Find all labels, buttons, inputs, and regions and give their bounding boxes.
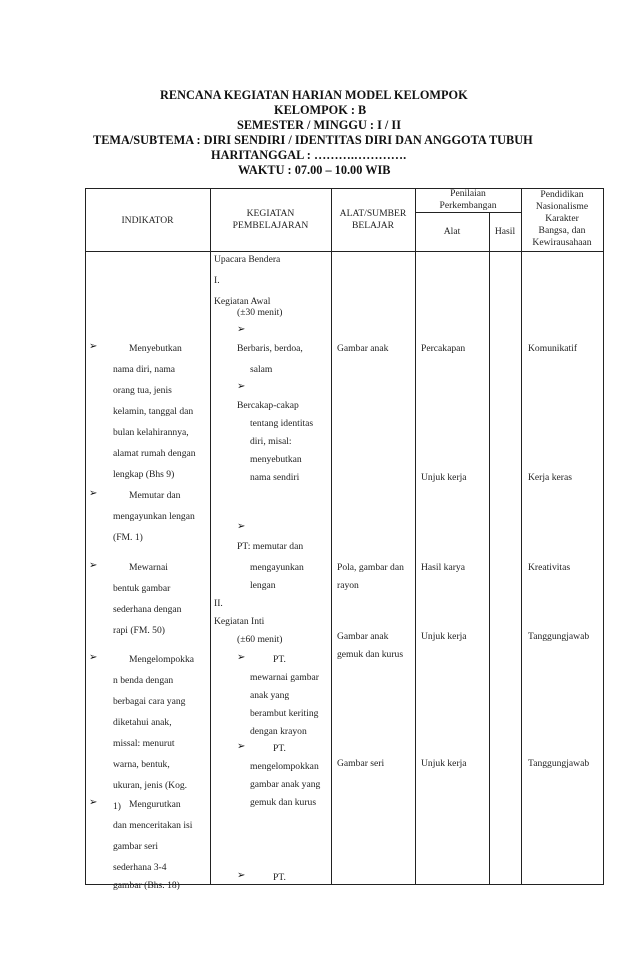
kegiatan-line: mengelompokkan bbox=[250, 761, 319, 772]
pendidikan-karakter-line: Tanggungjawab bbox=[528, 631, 590, 642]
kegiatan-line: PT. bbox=[273, 743, 286, 754]
header-penilaian-line: Perkembangan bbox=[439, 200, 497, 211]
penilaian-alat-line: Unjuk kerja bbox=[421, 472, 467, 483]
alat-sumber-line: Gambar anak bbox=[337, 631, 389, 642]
semester-line: SEMESTER / MINGGU : I / II bbox=[237, 118, 401, 132]
penilaian-alat-line: Unjuk kerja bbox=[421, 631, 467, 642]
alat-sumber-line: gemuk dan kurus bbox=[337, 649, 404, 660]
alat-sumber-line: rayon bbox=[337, 580, 359, 591]
kegiatan-line: berambut keriting bbox=[250, 708, 319, 719]
pendidikan-karakter-line: Komunikatif bbox=[528, 343, 578, 354]
kegiatan-line: lengan bbox=[250, 580, 276, 591]
bullet-arrow-icon: ➢ bbox=[237, 870, 246, 881]
indikator-line: berbagai cara yang bbox=[113, 696, 186, 707]
kegiatan-line: (±60 menit) bbox=[237, 634, 283, 645]
document-title: RENCANA KEGIATAN HARIAN MODEL KELOMPOK bbox=[160, 88, 468, 102]
indikator-line: sederhana 3-4 bbox=[113, 862, 167, 873]
header-kegiatan-line: KEGIATAN bbox=[246, 208, 295, 219]
indikator-line: n benda dengan bbox=[113, 675, 174, 686]
kegiatan-line: menyebutkan bbox=[250, 454, 302, 465]
kegiatan-line: Berbaris, berdoa, bbox=[237, 343, 303, 354]
table-border-right bbox=[603, 188, 604, 885]
header-bottom-border bbox=[85, 251, 604, 252]
indikator-line: gambar seri bbox=[113, 841, 159, 852]
table-border-left bbox=[85, 188, 86, 885]
kegiatan-line: tentang identitas bbox=[250, 418, 314, 429]
alat-sumber-line: Gambar seri bbox=[337, 758, 385, 769]
header-hasil: Hasil bbox=[494, 226, 516, 237]
pendidikan-karakter-line: Kreativitas bbox=[528, 562, 571, 573]
kegiatan-line: nama sendiri bbox=[250, 472, 300, 483]
kegiatan-line: (±30 menit) bbox=[237, 307, 283, 318]
header-indikator: INDIKATOR bbox=[121, 215, 174, 226]
header-pendidikan-line: Pendidikan bbox=[540, 189, 584, 200]
indikator-line: Mengelompokka bbox=[129, 654, 195, 665]
kegiatan-line: diri, misal: bbox=[250, 436, 292, 447]
indikator-line: ukuran, jenis (Kog. bbox=[113, 780, 188, 791]
waktu-line: WAKTU : 07.00 – 10.00 WIB bbox=[238, 163, 391, 177]
indikator-line: sederhana dengan bbox=[113, 604, 182, 615]
bullet-arrow-icon: ➢ bbox=[89, 488, 98, 499]
indikator-line: Menyebutkan bbox=[129, 343, 182, 354]
indikator-line: gambar (Bhs. 18) bbox=[113, 880, 180, 891]
kelompok-line: KELOMPOK : B bbox=[274, 103, 367, 117]
kegiatan-line: PT. bbox=[273, 872, 286, 883]
indikator-line: lengkap (Bhs 9) bbox=[113, 469, 175, 480]
kegiatan-line: Kegiatan Awal bbox=[214, 296, 271, 307]
header-alat-sumber-line: BELAJAR bbox=[351, 220, 395, 231]
kegiatan-line: Upacara Bendera bbox=[214, 254, 281, 265]
penilaian-alat-line: Unjuk kerja bbox=[421, 758, 467, 769]
header-penilaian-line: Penilaian bbox=[450, 188, 486, 199]
indikator-line: diketahui anak, bbox=[113, 717, 172, 728]
indikator-line: (FM. 1) bbox=[113, 532, 143, 543]
penilaian-sub-divider bbox=[415, 212, 521, 213]
indikator-line: 1) bbox=[113, 801, 121, 812]
kegiatan-line: PT. bbox=[273, 654, 286, 665]
tema-line: TEMA/SUBTEMA : DIRI SENDIRI / IDENTITAS DIRI DAN ANGGOTA TUBUH bbox=[93, 133, 533, 147]
col-divider-5 bbox=[521, 188, 522, 885]
kegiatan-line: salam bbox=[250, 364, 273, 375]
bullet-arrow-icon: ➢ bbox=[89, 560, 98, 571]
bullet-arrow-icon: ➢ bbox=[237, 521, 246, 532]
indikator-line: Mengurutkan bbox=[129, 799, 181, 810]
indikator-line: warna, bentuk, bbox=[113, 759, 170, 770]
pendidikan-karakter-line: Tanggungjawab bbox=[528, 758, 590, 769]
kegiatan-line: dengan krayon bbox=[250, 726, 307, 737]
col-divider-1 bbox=[210, 188, 211, 885]
haritanggal-line: HARITANGGAL : ……….…………. bbox=[211, 148, 407, 162]
bullet-arrow-icon: ➢ bbox=[237, 741, 246, 752]
penilaian-alat-line: Percakapan bbox=[421, 343, 466, 354]
header-alat: Alat bbox=[443, 226, 461, 237]
kegiatan-line: Bercakap-cakap bbox=[237, 400, 299, 411]
header-kegiatan bbox=[210, 208, 331, 232]
col-divider-2 bbox=[331, 188, 332, 885]
indikator-line: orang tua, jenis bbox=[113, 385, 172, 396]
header-pendidikan-karakter bbox=[521, 189, 603, 249]
header-pendidikan-line: Bangsa, dan bbox=[538, 225, 586, 236]
indikator-line: nama diri, nama bbox=[113, 364, 176, 375]
bullet-arrow-icon: ➢ bbox=[89, 797, 98, 808]
indikator-line: mengayunkan lengan bbox=[113, 511, 195, 522]
header-pendidikan-line: Nasionalisme bbox=[535, 201, 589, 212]
indikator-line: dan menceritakan isi bbox=[113, 820, 193, 831]
indikator-line: Mewarnai bbox=[129, 562, 168, 573]
col-divider-4 bbox=[489, 212, 490, 885]
indikator-line: missal: menurut bbox=[113, 738, 175, 749]
kegiatan-line: mewarnai gambar bbox=[250, 672, 319, 683]
kegiatan-line: PT: memutar dan bbox=[237, 541, 304, 552]
bullet-arrow-icon: ➢ bbox=[89, 652, 98, 663]
rkh-table bbox=[85, 188, 604, 891]
penilaian-alat-line: Hasil karya bbox=[421, 562, 465, 573]
bullet-arrow-icon: ➢ bbox=[237, 652, 246, 663]
header-penilaian bbox=[415, 188, 521, 212]
kegiatan-line: II. bbox=[214, 598, 223, 609]
indikator-line: rapi (FM. 50) bbox=[113, 625, 165, 636]
alat-sumber-line: Gambar anak bbox=[337, 343, 389, 354]
alat-sumber-line: Pola, gambar dan bbox=[337, 562, 404, 573]
bullet-arrow-icon: ➢ bbox=[237, 381, 246, 392]
header-kegiatan-line: PEMBELAJARAN bbox=[232, 220, 309, 231]
indikator-line: bentuk gambar bbox=[113, 583, 171, 594]
pendidikan-karakter-line: Kerja keras bbox=[528, 472, 572, 483]
col-divider-3 bbox=[415, 188, 416, 885]
header-pendidikan-line: Kewirausahaan bbox=[532, 237, 592, 248]
kegiatan-line: gambar anak yang bbox=[250, 779, 321, 790]
indikator-line: bulan kelahirannya, bbox=[113, 427, 189, 438]
kegiatan-line: Kegiatan Inti bbox=[214, 616, 265, 627]
bullet-arrow-icon: ➢ bbox=[237, 324, 246, 335]
indikator-line: kelamin, tanggal dan bbox=[113, 406, 194, 417]
kegiatan-line: mengayunkan bbox=[250, 562, 304, 573]
indikator-line: alamat rumah dengan bbox=[113, 448, 196, 459]
kegiatan-line: gemuk dan kurus bbox=[250, 797, 317, 808]
kegiatan-line: anak yang bbox=[250, 690, 290, 701]
header-alat-sumber bbox=[331, 208, 415, 232]
header-pendidikan-line: Karakter bbox=[545, 213, 579, 224]
bullet-arrow-icon: ➢ bbox=[89, 341, 98, 352]
kegiatan-line: I. bbox=[214, 275, 220, 286]
indikator-line: Memutar dan bbox=[129, 490, 181, 501]
header-alat-sumber-line: ALAT/SUMBER bbox=[339, 208, 407, 219]
